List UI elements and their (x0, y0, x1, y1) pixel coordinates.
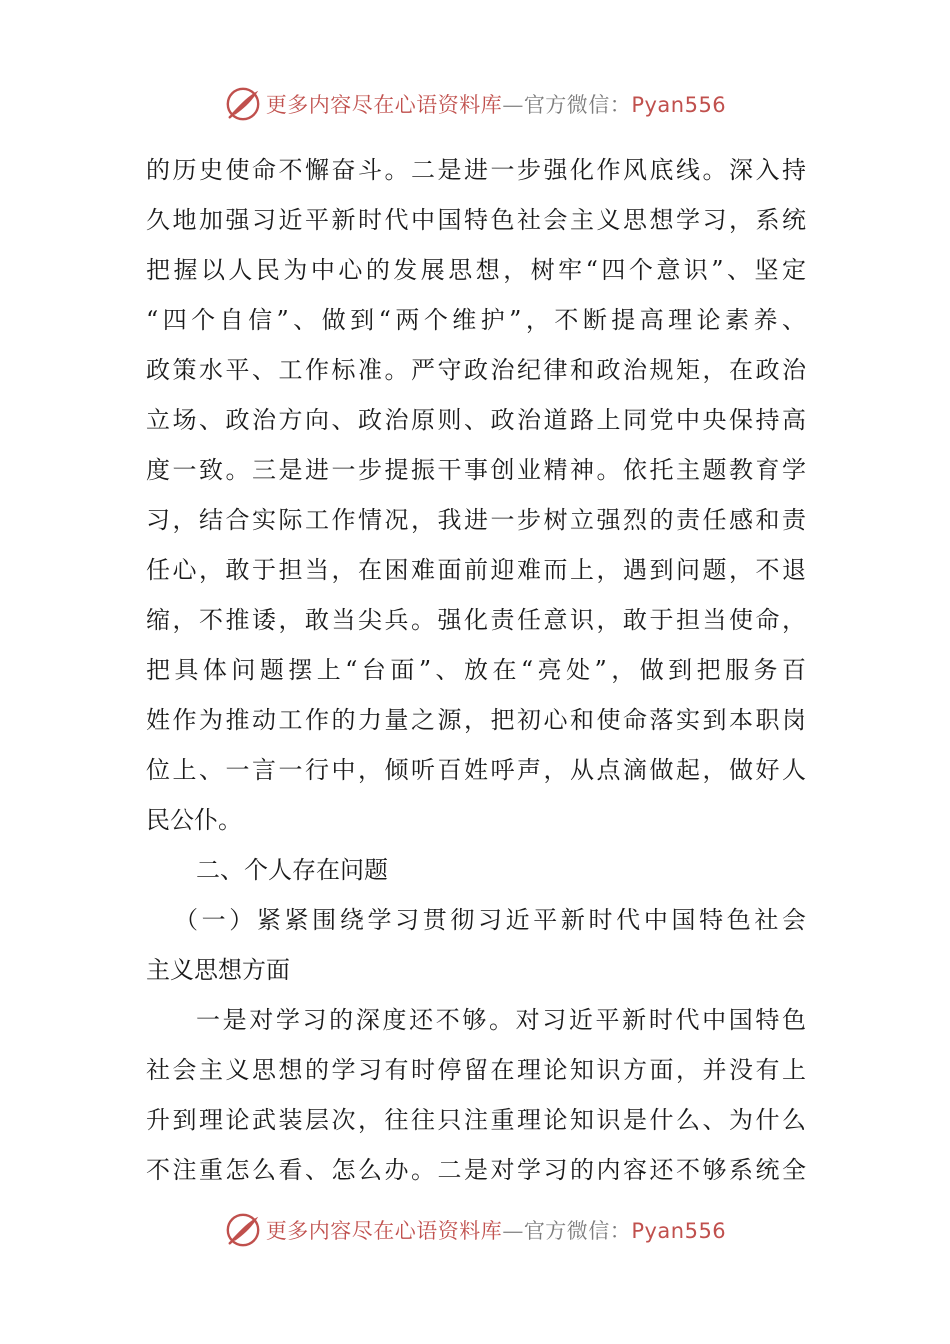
body-line: 姓作为推动工作的力量之源，把初心和使命落实到本职岗 (146, 706, 806, 734)
section-heading: 二、个人存在问题 (196, 856, 388, 884)
subsection-heading-line: （一）紧紧围绕学习贯彻习近平新时代中国特色社会 (174, 906, 806, 934)
body-line: 位上、一言一行中，倾听百姓呼声，从点滴做起，做好人 (146, 756, 806, 784)
body-line: 民公仆。 (146, 806, 242, 834)
body-line: 立场、政治方向、政治原则、政治道路上同党中央保持高 (146, 406, 806, 434)
quill-logo-icon (224, 85, 262, 123)
header-brand: 更多内容尽在心语资料库 (265, 93, 503, 117)
body-line: 习，结合实际工作情况，我进一步树立强烈的责任感和责 (146, 506, 806, 534)
header-text (266, 89, 726, 119)
footer-separator: — (502, 1219, 524, 1243)
header-label: 官方微信： (523, 93, 632, 117)
header-banner (0, 84, 950, 124)
document-body (146, 145, 806, 1195)
body-line: 任心，敢于担当，在困难面前迎难而上，遇到问题，不退 (146, 556, 806, 584)
header-wechat: Pyan556 (631, 93, 727, 117)
paragraph-line: 一是对学习的深度还不够。对习近平新时代中国特色 (196, 1006, 806, 1034)
body-line: 缩，不推诿，敢当尖兵。强化责任意识，敢于担当使命， (146, 606, 806, 634)
footer-brand: 更多内容尽在心语资料库 (265, 1219, 503, 1243)
subsection-heading-line: 主义思想方面 (146, 956, 290, 984)
body-line: 久地加强习近平新时代中国特色社会主义思想学习，系统 (146, 206, 806, 234)
paragraph-line: 不注重怎么看、怎么办。二是对学习的内容还不够系统全 (146, 1156, 806, 1184)
footer-wechat: Pyan556 (631, 1219, 727, 1243)
body-line: 把具体问题摆上“台面”、放在“亮处”，做到把服务百 (146, 656, 806, 684)
header-separator: — (502, 93, 524, 117)
footer-text (266, 1215, 726, 1245)
body-line: “四个自信”、做到“两个维护”，不断提高理论素养、 (146, 306, 806, 334)
footer-banner (0, 1210, 950, 1250)
paragraph-line: 社会主义思想的学习有时停留在理论知识方面，并没有上 (146, 1056, 806, 1084)
body-line: 政策水平、工作标准。严守政治纪律和政治规矩，在政治 (146, 356, 806, 384)
body-line: 把握以人民为中心的发展思想，树牢“四个意识”、坚定 (146, 256, 806, 284)
footer-label: 官方微信： (523, 1219, 632, 1243)
body-line: 的历史使命不懈奋斗。二是进一步强化作风底线。深入持 (146, 156, 806, 184)
body-line: 度一致。三是进一步提振干事创业精神。依托主题教育学 (146, 456, 806, 484)
paragraph-line: 升到理论武装层次，往往只注重理论知识是什么、为什么 (146, 1106, 806, 1134)
quill-logo-icon (224, 1211, 262, 1249)
